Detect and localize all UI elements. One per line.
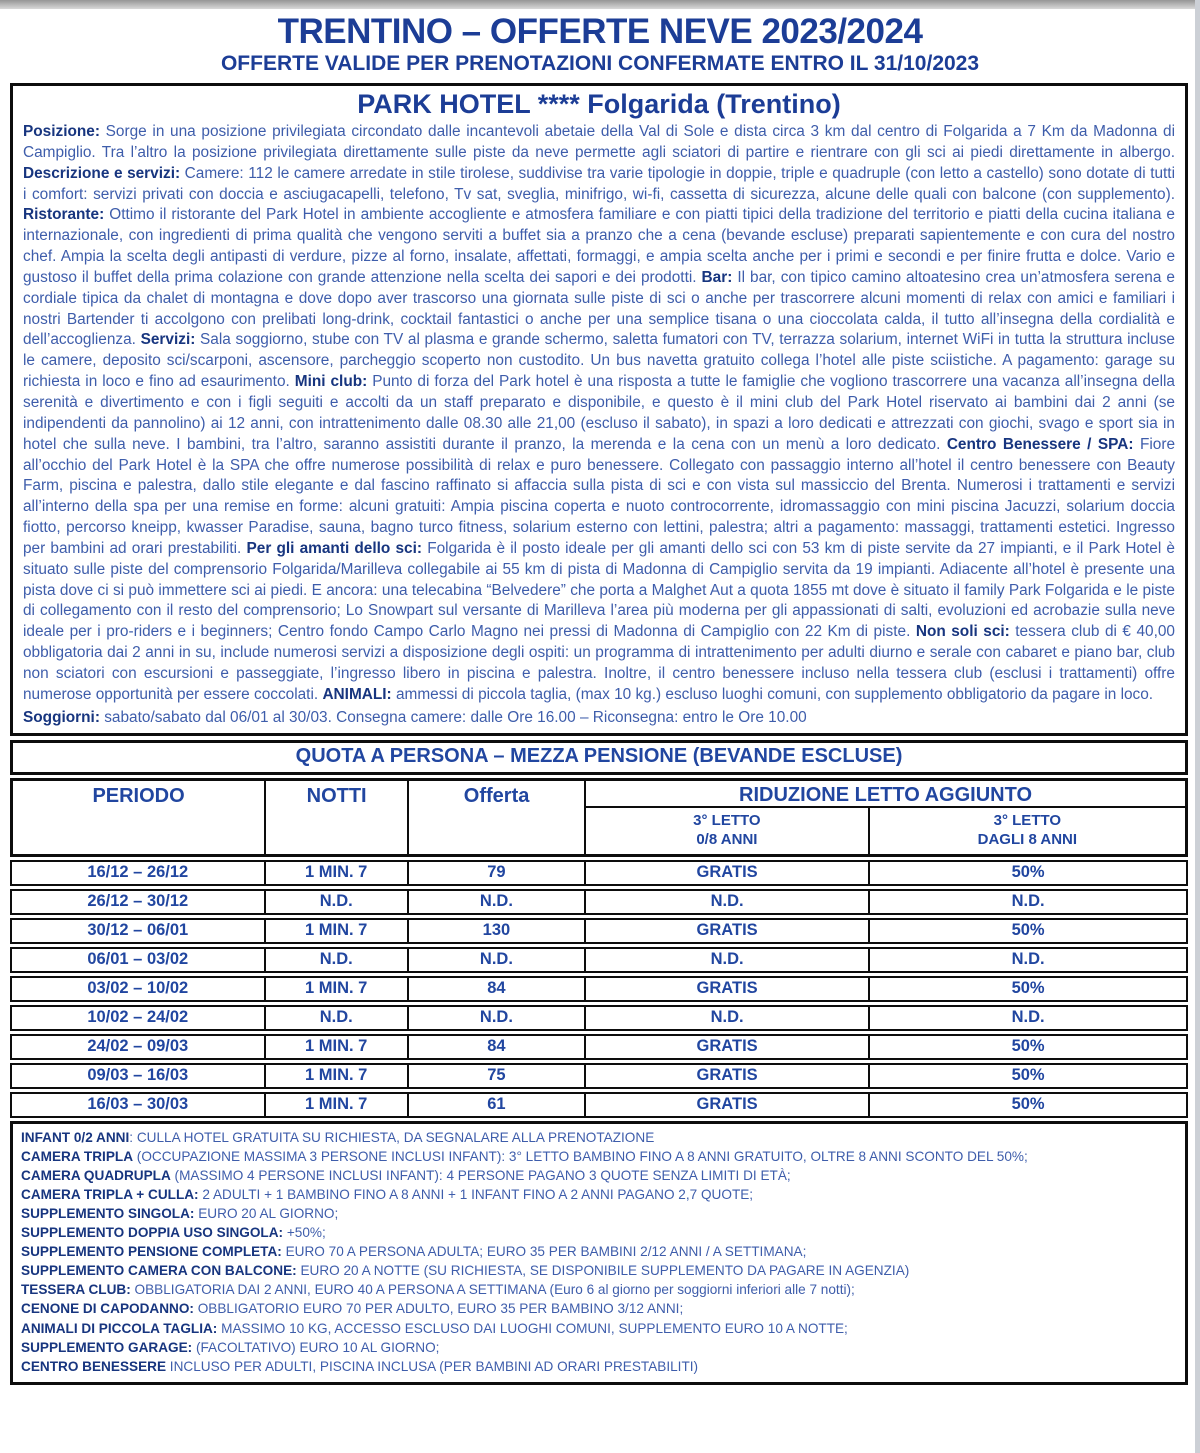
note-item bbox=[21, 1147, 1177, 1166]
cell-periodo: 24/02 – 09/03 bbox=[12, 1036, 266, 1058]
note-label: ANIMALI DI PICCOLA TAGLIA: bbox=[21, 1320, 218, 1336]
note-text: EURO 20 A NOTTE (SU RICHIESTA, SE DISPONIBILE SUPPLEMENTO DA PAGARE IN AGENZIA) bbox=[296, 1263, 910, 1279]
note-text: (FACOLTATIVO) EURO 10 AL GIORNO; bbox=[192, 1339, 440, 1355]
cell-riduzione-0-8: N.D. bbox=[586, 949, 870, 971]
description-label: Soggiorni: bbox=[23, 708, 100, 726]
description-label: Centro Benessere / SPA: bbox=[946, 435, 1134, 453]
note-label: CAMERA TRIPLA bbox=[21, 1148, 134, 1164]
price-table-header bbox=[10, 778, 1188, 857]
description-text: tessera club di € 40,00 obbligatoria dai 2 anni in su, include numerosi servizi a disposizione degli ospiti: un programma di intrattenimento per adulti diurno e serale con cabaret e piano bar, club non sciatori con escursioni e passeggiate, l’ingresso libero in piscina e palestra. Inoltre, il centro benessere incluso nella tessera club (esclusi i trattamenti) offre numerose opportunità per essere coccolati. bbox=[23, 623, 1175, 703]
cell-notti: 1 MIN. 7 bbox=[266, 978, 409, 1000]
col-header-terzo-letto-dagli-8 bbox=[870, 808, 1185, 854]
cell-notti: N.D. bbox=[266, 949, 409, 971]
page-title: TRENTINO – OFFERTE NEVE 2023/2024 bbox=[277, 12, 923, 51]
note-item bbox=[21, 1280, 1177, 1299]
cell-riduzione-0-8: GRATIS bbox=[586, 1094, 870, 1116]
note-label: SUPPLEMENTO SINGOLA: bbox=[21, 1206, 195, 1221]
note-label: CENTRO BENESSERE bbox=[21, 1358, 167, 1374]
note-text: 2 ADULTI + 1 BAMBINO FINO A 8 ANNI + 1 INFANT FINO A 2 ANNI PAGANO 2,7 QUOTE; bbox=[198, 1186, 754, 1202]
cell-offerta: 79 bbox=[409, 862, 586, 884]
note-text: MASSIMO 10 KG, ACCESSO ESCLUSO DAI LUOGHI COMUNI, SUPPLEMENTO EURO 10 A NOTTE; bbox=[217, 1320, 848, 1336]
description-text: Camere: 112 le camere arredate in stile tirolese, suddivise tra varie tipologie in doppie, triple e quadruple (con letto a castello) sono dotate di tutti i comfort: servizi privati con doccia e asciugacapelli, telefono, Tv sat, sveglia, minifrigo, wi-fi, cassetta di sicurezza, alcune delle quali con balcone (con supplemento). bbox=[23, 164, 1175, 203]
cell-riduzione-0-8: GRATIS bbox=[586, 920, 870, 942]
note-text: OBBLIGATORIA DAI 2 ANNI, EURO 40 A PERSONA A SETTIMANA (Euro 6 al giorno per soggiorni inferiori alle 7 notti); bbox=[130, 1282, 855, 1298]
description-text: Sorge in una posizione privilegiata circondato dalle incantevoli abetaie della Val di Sole e dista circa 3 km dal centro di Folgarida a 7 Km da Madonna di Campiglio. Tra l’altro la posizione privilegiata direttamente sulle piste da neve permette agli sciatori di partire e rientrare con gli sci ai piedi direttamente in albergo. bbox=[23, 123, 1175, 161]
note-item bbox=[21, 1223, 1177, 1242]
cell-riduzione-0-8: N.D. bbox=[586, 1007, 870, 1029]
table-row bbox=[10, 947, 1188, 973]
note-label: SUPPLEMENTO PENSIONE COMPLETA: bbox=[21, 1244, 282, 1260]
note-text: INCLUSO PER ADULTI, PISCINA INCLUSA (PER BAMBINI AD ORARI PRESTABILITI) bbox=[166, 1358, 699, 1374]
cell-notti: 1 MIN. 7 bbox=[266, 1094, 409, 1116]
description-text: Ottimo il ristorante del Park Hotel in ambiente accogliente e atmosfera familiare e con piatti tipici della tradizione del territorio e piatti della cucina italiana e internazionale, con ingredienti di prima qualità che vengono serviti a buffet sia a pranzo che a cena (bevande escluse) preparati sapientemente e con cura del nostro chef. Ampia la scelta degli antipasti di verdure, pizze al forno, insalate, affettati, formaggi, e ampia scelta anche per i primi e secondi e per finire frutta e dolce. Vario e gustoso il buffet della prima colazione con grande attenzione nella scelta dei sapori e dei prodotti. bbox=[23, 206, 1175, 286]
hotel-name: PARK HOTEL **** Folgarida (Trentino) bbox=[357, 89, 841, 119]
note-label: CAMERA QUADRUPLA bbox=[21, 1167, 171, 1183]
cell-periodo: 10/02 – 24/02 bbox=[12, 1007, 266, 1029]
cell-riduzione-dagli-8: N.D. bbox=[1011, 950, 1045, 969]
description-text: ammessi di piccola taglia, (max 10 kg.) escluso luoghi comuni, con supplemento obbligatorio da pagare in loco. bbox=[391, 685, 1154, 703]
page-header bbox=[0, 0, 1200, 76]
note-label: CAMERA TRIPLA + CULLA: bbox=[21, 1186, 199, 1202]
description-text: sabato/sabato dal 06/01 al 30/03. Consegna camere: dalle Ore 16.00 – Riconsegna: entro le Ore 10.00 bbox=[99, 708, 807, 726]
sub-header-line: 3° LETTO bbox=[693, 811, 761, 829]
description-label: Servizi: bbox=[140, 331, 196, 349]
note-text: OBBLIGATORIO EURO 70 PER ADULTO, EURO 35 PER BAMBINO 3/12 ANNI; bbox=[193, 1301, 684, 1317]
note-item bbox=[21, 1319, 1177, 1338]
description-label: Posizione: bbox=[23, 123, 100, 140]
cell-riduzione-0-8: GRATIS bbox=[586, 862, 870, 884]
cell-riduzione-dagli-8: N.D. bbox=[1011, 892, 1045, 911]
cell-riduzione-dagli-8: 50% bbox=[1011, 979, 1045, 998]
cell-offerta: 61 bbox=[409, 1094, 586, 1116]
note-item bbox=[21, 1261, 1177, 1280]
description-text: Folgarida è il posto ideale per gli amanti dello sci con 53 km di piste servite da 27 impianti, e il Park Hotel è situato sulle piste del comprensorio Folgarida/Marilleva collegabile ai 55 km di pista di Madonna di Campiglio servita da 19 impianti. Adiacente all’hotel è presente una pista dove ci si può immettere sci ai piedi. E ancora: una telecabina “Belvedere” che porta a Malghet Aut a quota 1855 mt dove è situato il family Park Folgarida e le piste di collegamento con il resto del comprensorio; Lo Snowpart sul versante di Marilleva l’area più moderna per gli appassionati di salti, evoluzioni ed acrobazie sulla neve ideale per i pro-riders e i beginners; Centro fondo Campo Carlo Magno nei pressi di Madonna di Campiglio con 22 Km di piste. bbox=[23, 539, 1175, 641]
table-row bbox=[10, 889, 1188, 915]
cell-offerta: N.D. bbox=[409, 949, 586, 971]
cell-periodo: 06/01 – 03/02 bbox=[12, 949, 266, 971]
cell-offerta: 84 bbox=[409, 1036, 586, 1058]
cell-periodo: 16/12 – 26/12 bbox=[12, 862, 266, 884]
cell-periodo: 26/12 – 30/12 bbox=[12, 891, 266, 913]
note-label: SUPPLEMENTO GARAGE: bbox=[21, 1339, 193, 1355]
description-label: ANIMALI: bbox=[322, 685, 392, 703]
description-label: Descrizione e servizi: bbox=[23, 164, 181, 182]
page-subtitle: OFFERTE VALIDE PER PRENOTAZIONI CONFERMATE ENTRO IL 31/10/2023 bbox=[220, 52, 980, 75]
note-item bbox=[21, 1185, 1177, 1204]
note-item bbox=[21, 1204, 1177, 1223]
cell-periodo: 16/03 – 30/03 bbox=[12, 1094, 266, 1116]
cell-riduzione-0-8: N.D. bbox=[586, 891, 870, 913]
description-text: Punto di forza del Park hotel è una risposta a tutte le famiglie che vogliono trascorrere una vacanza all’insegna della serenità e divertimento e con i figli seguiti e accolti da un staff preparato e disponibile, e questo è il mini club del Park Hotel riservato ai bambini dai 2 anni (se indipendenti da pannolino) ai 12 anni, con intrattenimento dalle 08.30 alle 21,00 (escluso il sabato), in spazi a loro dedicati e attrezzati con giochi, svago e sport sia in hotel che sulla neve. I bambini, tra l’altro, saranno assistiti durante il pranzo, la merenda e la cena con un menù a loro dedicato. bbox=[23, 373, 1175, 453]
page-edge-top bbox=[0, 0, 1200, 9]
document-body bbox=[10, 83, 1188, 1385]
page-edge-right bbox=[1195, 0, 1200, 1453]
col-header-riduzione: RIDUZIONE LETTO AGGIUNTO bbox=[586, 781, 1185, 808]
notes-list bbox=[21, 1128, 1177, 1376]
col-header-terzo-letto-0-8 bbox=[586, 808, 870, 854]
cell-notti: N.D. bbox=[266, 1007, 409, 1029]
note-label: INFANT 0/2 ANNI bbox=[21, 1129, 130, 1145]
description-label: Ristorante: bbox=[23, 206, 105, 224]
note-text: EURO 20 AL GIORNO; bbox=[194, 1206, 339, 1221]
price-rows bbox=[10, 860, 1188, 1118]
cell-riduzione-dagli-8: 50% bbox=[1011, 1037, 1045, 1056]
description-label: Per gli amanti dello sci: bbox=[246, 539, 423, 557]
cell-offerta: 84 bbox=[409, 978, 586, 1000]
description-label: Mini club: bbox=[294, 373, 368, 391]
table-row bbox=[10, 1092, 1188, 1118]
cell-riduzione-dagli-8: 50% bbox=[1011, 1066, 1045, 1085]
cell-periodo: 30/12 – 06/01 bbox=[12, 920, 266, 942]
note-label: SUPPLEMENTO DOPPIA USO SINGOLA: bbox=[21, 1225, 284, 1241]
note-item bbox=[21, 1128, 1177, 1147]
description-text: Il bar, con tipico camino altoatesino crea un’atmosfera serena e cordiale tipica da chalet di montagna e dove dopo aver trascorso una giornata sulle piste di sci o anche per trascorrere alcuni momenti di relax con amici e familiari i nostri Bartender ti accolgono con prelibati long-drink, cocktail fantastici o anche per una semplice tisana o una cioccolata calda, il tutto all’insegna della cordialità e dell’accoglienza. bbox=[23, 268, 1175, 349]
note-item bbox=[21, 1242, 1177, 1261]
cell-notti: 1 MIN. 7 bbox=[266, 1065, 409, 1087]
table-row bbox=[10, 1034, 1188, 1060]
description-label: Bar: bbox=[701, 268, 733, 286]
cell-riduzione-0-8: GRATIS bbox=[586, 978, 870, 1000]
hotel-description bbox=[23, 122, 1175, 706]
notes-box bbox=[10, 1121, 1188, 1385]
cell-notti: N.D. bbox=[266, 891, 409, 913]
price-table-title: QUOTA A PERSONA – MEZZA PENSIONE (BEVANDE ESCLUSE) bbox=[10, 740, 1188, 775]
cell-riduzione-dagli-8: 50% bbox=[1011, 921, 1045, 940]
cell-riduzione-dagli-8: 50% bbox=[1011, 1095, 1045, 1114]
cell-riduzione-dagli-8: 50% bbox=[1011, 863, 1045, 882]
cell-notti: 1 MIN. 7 bbox=[266, 1036, 409, 1058]
table-row bbox=[10, 1005, 1188, 1031]
note-label: SUPPLEMENTO CAMERA CON BALCONE: bbox=[21, 1263, 297, 1279]
cell-riduzione-dagli-8: N.D. bbox=[1011, 1008, 1045, 1027]
note-item bbox=[21, 1338, 1177, 1357]
cell-periodo: 03/02 – 10/02 bbox=[12, 978, 266, 1000]
col-header-periodo: PERIODO bbox=[13, 781, 266, 854]
note-item bbox=[21, 1357, 1177, 1376]
note-text: (OCCUPAZIONE MASSIMA 3 PERSONE INCLUSI INFANT): 3° LETTO BAMBINO FINO A 8 ANNI GRATUITO, OLTRE 8 ANNI SCONTO DEL 50%; bbox=[133, 1148, 1028, 1164]
cell-periodo: 09/03 – 16/03 bbox=[12, 1065, 266, 1087]
table-row bbox=[10, 918, 1188, 944]
cell-offerta: N.D. bbox=[409, 891, 586, 913]
hotel-stay bbox=[23, 707, 1175, 728]
cell-notti: 1 MIN. 7 bbox=[266, 920, 409, 942]
note-label: CENONE DI CAPODANNO: bbox=[21, 1301, 194, 1317]
cell-riduzione-0-8: GRATIS bbox=[586, 1065, 870, 1087]
col-header-offerta: Offerta bbox=[409, 781, 586, 854]
cell-offerta: 75 bbox=[409, 1065, 586, 1087]
col-header-notti: NOTTI bbox=[266, 781, 409, 854]
note-text: +50%; bbox=[283, 1225, 326, 1241]
cell-notti: 1 MIN. 7 bbox=[266, 862, 409, 884]
description-text: Fiore all’occhio del Park Hotel è la SPA che offre numerose possibilità di relax e puro benessere. Collegato con passaggio interno all’hotel il centro benessere con Beauty Farm, piscina e palestra, dallo stile elegante e dal fascino raffinato si affaccia sulla pista di sci e con vista sul massiccio del Brenta. Numerosi i trattamenti e servizi all’interno della spa per una remise en forme: alcuni gratuiti: Ampia piscina coperta e nuoto controcorrente, idromassaggio con mini piscina Jacuzzi, solarium doccia fiotto, percorso kneipp, kwasser Paradise, sauna, bagno turco fitness, solarium esterno con lettini, palestra; altri a pagamento: massaggi, trattamenti estetici. Ingresso per bambini ad orari prestabiliti. bbox=[23, 435, 1176, 557]
sub-header-line: 3° LETTO bbox=[993, 811, 1062, 829]
sub-header-line: 0/8 ANNI bbox=[696, 830, 758, 848]
table-row bbox=[10, 1063, 1188, 1089]
cell-offerta: 130 bbox=[409, 920, 586, 942]
description-text: Sala soggiorno, stube con TV al plasma e grande schermo, saletta fumatori con TV, terrazza solarium, internet WiFi in tutta la struttura incluse le camere, deposito sci/scarponi, ascensore, parcheggio scoperto non custodito. Un bus navetta gratuito collega l’hotel alle piste sciistiche. A pagamento: garage su richiesta in loco e fino ad esaurimento. bbox=[23, 331, 1175, 391]
note-text: EURO 70 A PERSONA ADULTA; EURO 35 PER BAMBINI 2/12 ANNI / A SETTIMANA; bbox=[281, 1244, 807, 1260]
hotel-info-box bbox=[10, 83, 1188, 736]
table-row bbox=[10, 976, 1188, 1002]
note-text: : CULLA HOTEL GRATUITA SU RICHIESTA, DA SEGNALARE ALLA PRENOTAZIONE bbox=[129, 1129, 655, 1145]
description-label: Non soli sci: bbox=[915, 623, 1010, 641]
note-text: (MASSIMO 4 PERSONE INCLUSI INFANT): 4 PERSONE PAGANO 3 QUOTE SENZA LIMITI DI ETÀ; bbox=[170, 1167, 791, 1183]
sub-header-line: DAGLI 8 ANNI bbox=[977, 830, 1078, 848]
table-row bbox=[10, 860, 1188, 886]
cell-offerta: N.D. bbox=[409, 1007, 586, 1029]
note-label: TESSERA CLUB: bbox=[21, 1282, 131, 1298]
note-item bbox=[21, 1166, 1177, 1185]
cell-riduzione-0-8: GRATIS bbox=[586, 1036, 870, 1058]
note-item bbox=[21, 1299, 1177, 1318]
